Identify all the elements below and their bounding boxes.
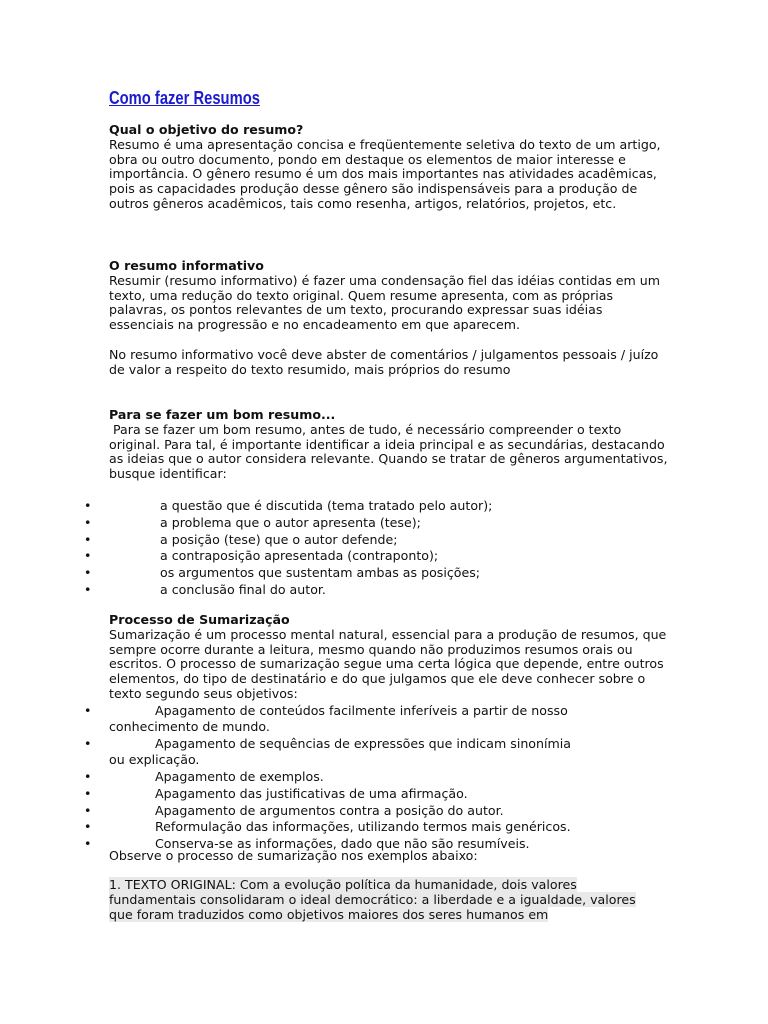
bullet: • xyxy=(84,581,92,597)
list-item: • Reformulação das informações, utilizando termos mais genéricos. xyxy=(84,819,571,835)
bullet: • xyxy=(84,785,92,801)
section-paragraph: Observe o processo de sumarização nos exemplos abaixo: xyxy=(109,848,478,863)
highlighted-text: 1. TEXTO ORIGINAL: Com a evolução política da humanidade, dois valores fundamentais consolidaram o ideal democrático: a liberdade e a igualdade, valores que foram traduzidos como objetivos maiores dos seres humanos em xyxy=(109,877,636,922)
list-item: • a posição (tese) que o autor defende; xyxy=(84,531,398,547)
section-paragraph: Resumir (resumo informativo) é fazer uma condensação fiel das idéias contidas em um texto, uma redução do texto original. Quem resume apresenta, com as próprias palavras, os pontos relevantes de um texto, procurando expressar suas idéias essenciais na progressão e no encadeamento em que aparecem. xyxy=(109,272,661,333)
argument-checklist xyxy=(0,498,700,599)
bullet: • xyxy=(84,769,92,785)
page-title-link[interactable]: Como fazer Resumos xyxy=(109,88,260,108)
list-item: • a contraposição apresentada (contraponto); xyxy=(84,548,439,564)
observe-line xyxy=(109,849,669,864)
bullet: • xyxy=(84,565,92,581)
bullet: • xyxy=(84,498,92,513)
original-text-example xyxy=(109,878,649,922)
section-heading: Processo de Sumarização xyxy=(109,612,290,627)
section-paragraph: No resumo informativo você deve abster de comentários / julgamentos pessoais / juízo de valor a respeito do texto resumido, mais próprios do resumo xyxy=(109,346,659,377)
list-item: • os argumentos que sustentam ambas as posições; xyxy=(84,565,481,581)
list-item: • Apagamento de argumentos contra a posição do autor. xyxy=(84,802,504,818)
bullet: • xyxy=(84,703,92,718)
list-item: • a conclusão final do autor. xyxy=(84,581,326,597)
section-heading: Qual o objetivo do resumo? xyxy=(109,122,304,137)
section-resumo-informativo xyxy=(109,259,669,377)
section-heading: Para se fazer um bom resumo... xyxy=(109,407,336,422)
list-item: • a problema que o autor apresenta (tese); xyxy=(84,514,421,530)
summarization-steps-list xyxy=(0,703,680,851)
bullet: • xyxy=(84,802,92,818)
list-item: • Apagamento de conteúdos facilmente inferíveis a partir de nosso conhecimento de mundo. xyxy=(84,703,568,734)
bullet: • xyxy=(84,736,92,752)
section-sumarizacao xyxy=(109,613,669,702)
example-paragraph xyxy=(109,878,649,922)
list-item: • Apagamento de exemplos. xyxy=(84,769,324,785)
section-objetivo xyxy=(109,123,669,212)
bullet: • xyxy=(84,819,92,835)
section-paragraph: Para se fazer um bom resumo, antes de tudo, é necessário compreender o texto original. Para tal, é importante identificar a ideia principal e as secundárias, destacando as ideias que o autor considera relevante. Quando se tratar de gêneros argumentativos, busque identificar: xyxy=(109,421,672,482)
list-item: • a questão que é discutida (tema tratado pelo autor); xyxy=(84,498,493,513)
bullet: • xyxy=(84,548,92,564)
section-bom-resumo xyxy=(109,407,672,482)
bullet: • xyxy=(84,531,92,547)
bullet: • xyxy=(84,835,92,851)
list-item: • Apagamento de sequências de expressões que indicam sinonímia ou explicação. xyxy=(84,736,571,767)
section-paragraph: Sumarização é um processo mental natural, essencial para a produção de resumos, que sempre ocorre durante a leitura, mesmo quando não produzimos resumos orais ou escritos. O processo de sumarização segue uma certa lógica que depende, entre outros elementos, do tipo de destinatário e do que julgamos que ele deve conhecer sobre o texto segundo seus objetivos: xyxy=(109,626,667,701)
section-heading: O resumo informativo xyxy=(109,258,264,273)
bullet: • xyxy=(84,514,92,530)
list-item: • Conserva-se as informações, dado que não são resumíveis. xyxy=(84,835,530,851)
section-paragraph: Resumo é uma apresentação concisa e freqüentemente seletiva do texto de um artigo, obra ou outro documento, pondo em destaque os elementos de maior interesse e importância. O gênero resumo é um dos mais importantes nas atividades acadêmicas, pois as capacidades produção desse gênero são indispensáveis para a produção de outros gêneros acadêmicos, tais como resenha, artigos, relatórios, projetos, etc. xyxy=(109,136,661,211)
list-item: • Apagamento das justificativas de uma afirmação. xyxy=(84,785,468,801)
